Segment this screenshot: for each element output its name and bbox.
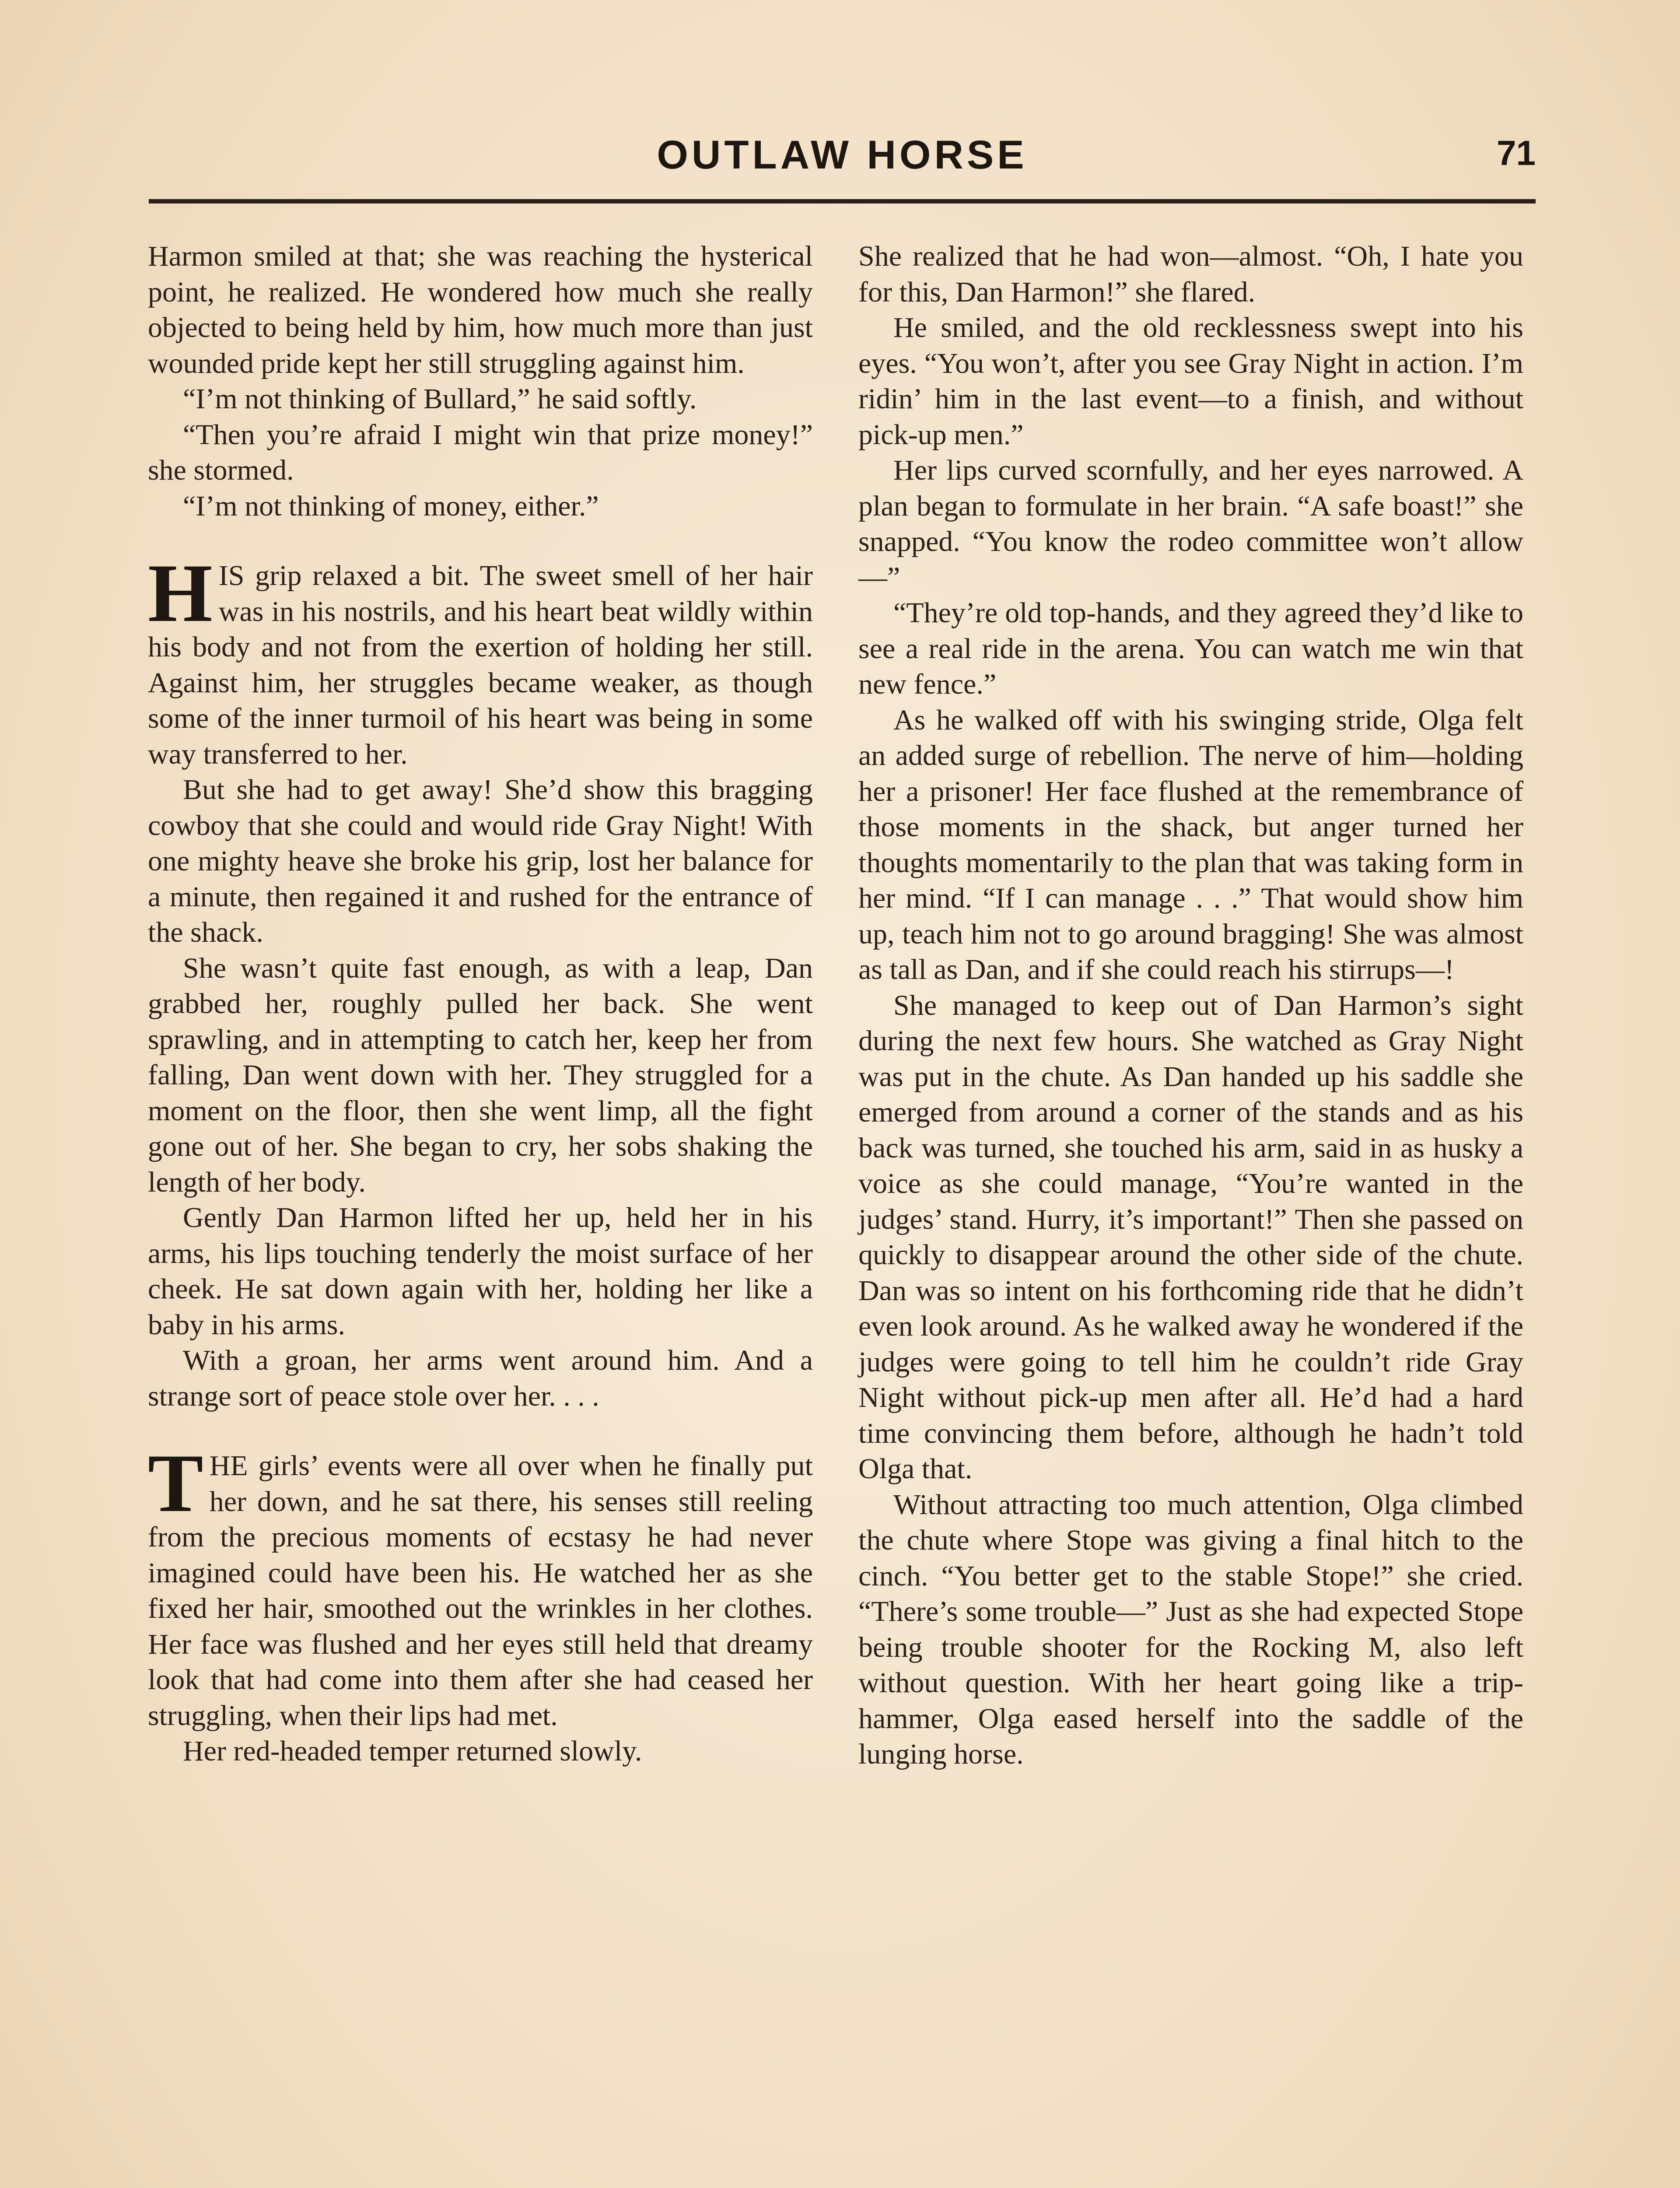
section-paragraph <box>148 1438 813 1733</box>
paragraph: As he walked off with his swinging stride, Olga felt an added surge of rebellion. The nerve of him—holding her a prisoner! Her face flushed at the remembrance of those moments in the shack, but anger turned her thoughts momentarily to the plan that was taking form in her mind. “If I can manage . . .” That would show him up, teach him not to go around bragging! She was almost as tall as Dan, and if she could reach his stirrups—! <box>858 704 1523 985</box>
drop-cap: T <box>148 1438 203 1529</box>
paragraph: Gently Dan Harmon lifted her up, held her in his arms, his lips touching tenderly the moist surface of her cheek. He sat down again with her, holding her like a baby in his arms. <box>148 1202 813 1341</box>
drop-cap: H <box>148 547 213 639</box>
paragraph: Harmon smiled at that; she was reaching the hysterical point, he realized. He wondered how much she really objected to being held by him, how much more than just wounded pride kept her still struggling against him. <box>148 240 813 379</box>
paragraph: She managed to keep out of Dan Harmon’s sight during the next few hours. She watched as Gray Night was put in the chute. As Dan handed up his saddle she emerged from around a corner of the stands and as his back was turned, she touched his arm, said in as husky a voice as she could manage, “You’re wanted in the judges’ stand. Hurry, it’s important!” Then she passed on quickly to disappear around the other side of the chute. Dan was so intent on his forthcoming ride that he didn’t even look around. As he walked away he wondered if the judges were going to tell him he couldn’t ride Gray Night without pick-up men after all. He’d had a hard time convincing them before, although he hadn’t told Olga that. <box>858 989 1523 1485</box>
running-header <box>149 127 1536 206</box>
paragraph: Her lips curved scornfully, and her eyes narrowed. A plan began to formulate in her brain. “A safe boast!” she snapped. “You know the rodeo committee won’t allow—” <box>858 454 1523 593</box>
paragraph: But she had to get away! She’d show this bragging cowboy that she could and would ride Gray Night! With one mighty heave she broke his grip, lost her balance for a minute, then regained it and rushed for the entrance of the shack. <box>148 774 813 948</box>
paragraph: She realized that he had won—almost. “Oh, I hate you for this, Dan Harmon!” she flared. <box>858 240 1523 308</box>
paragraph: She wasn’t quite fast enough, as with a leap, Dan grabbed her, roughly pulled her back. She went sprawling, and in attempting to catch her, keep her from falling, Dan went down with her. They struggled for a moment on the floor, then she went limp, all the fight gone out of her. She began to cry, her sobs shaking the length of her body. <box>148 952 813 1198</box>
paragraph: “I’m not thinking of Bullard,” he said softly. <box>183 383 697 415</box>
paragraph: “Then you’re afraid I might win that prize money!” she stormed. <box>148 418 813 486</box>
paragraph-text: IS grip relaxed a bit. The sweet smell of her hair was in his nostrils, and his heart beat wildly within his body and not from the exertion of holding her still. Against him, her struggles became weaker, as though some of the inner turmoil of his heart was being in some way transferred to her. <box>148 560 813 770</box>
right-column <box>858 238 1523 1772</box>
header-rule <box>149 199 1536 203</box>
left-column <box>148 238 813 1769</box>
paragraph: With a groan, her arms went around him. And a strange sort of peace stole over her. . . . <box>148 1344 813 1412</box>
paragraph: Without attracting too much attention, Olga climbed the chute where Stope was giving a final hitch to the cinch. “You better get to the stable Stope!” she cried. “There’s some trouble—” Just as she had expected Stope being trouble shooter for the Rocking M, also left without question. With her heart going like a trip-hammer, Olga eased herself into the saddle of the lunging horse. <box>858 1488 1523 1770</box>
page-number: 71 <box>1497 133 1536 172</box>
paragraph: “They’re old top-hands, and they agreed they’d like to see a real ride in the arena. You can watch me win that new fence.” <box>858 597 1523 700</box>
paragraph-text: HE girls’ events were all over when he finally put her down, and he sat there, his senses still reeling from the precious moments of ecstasy he had never imagined could have been his. He watched her as she fixed her hair, smoothed out the wrinkles in her clothes. Her face was flushed and her eyes still held that dreamy look that had come into them after she had ceased her struggling, when their lips had met. <box>148 1450 813 1732</box>
section-paragraph <box>148 547 813 772</box>
paragraph: He smiled, and the old recklessness swept into his eyes. “You won’t, after you see Gray Night in action. I’m ridin’ him in the last event—to a finish, and without pick-up men.” <box>858 312 1523 451</box>
story-title: OUTLAW HORSE <box>657 133 1028 177</box>
paragraph: “I’m not thinking of money, either.” <box>183 490 599 522</box>
paragraph: Her red-headed temper returned slowly. <box>183 1735 642 1767</box>
